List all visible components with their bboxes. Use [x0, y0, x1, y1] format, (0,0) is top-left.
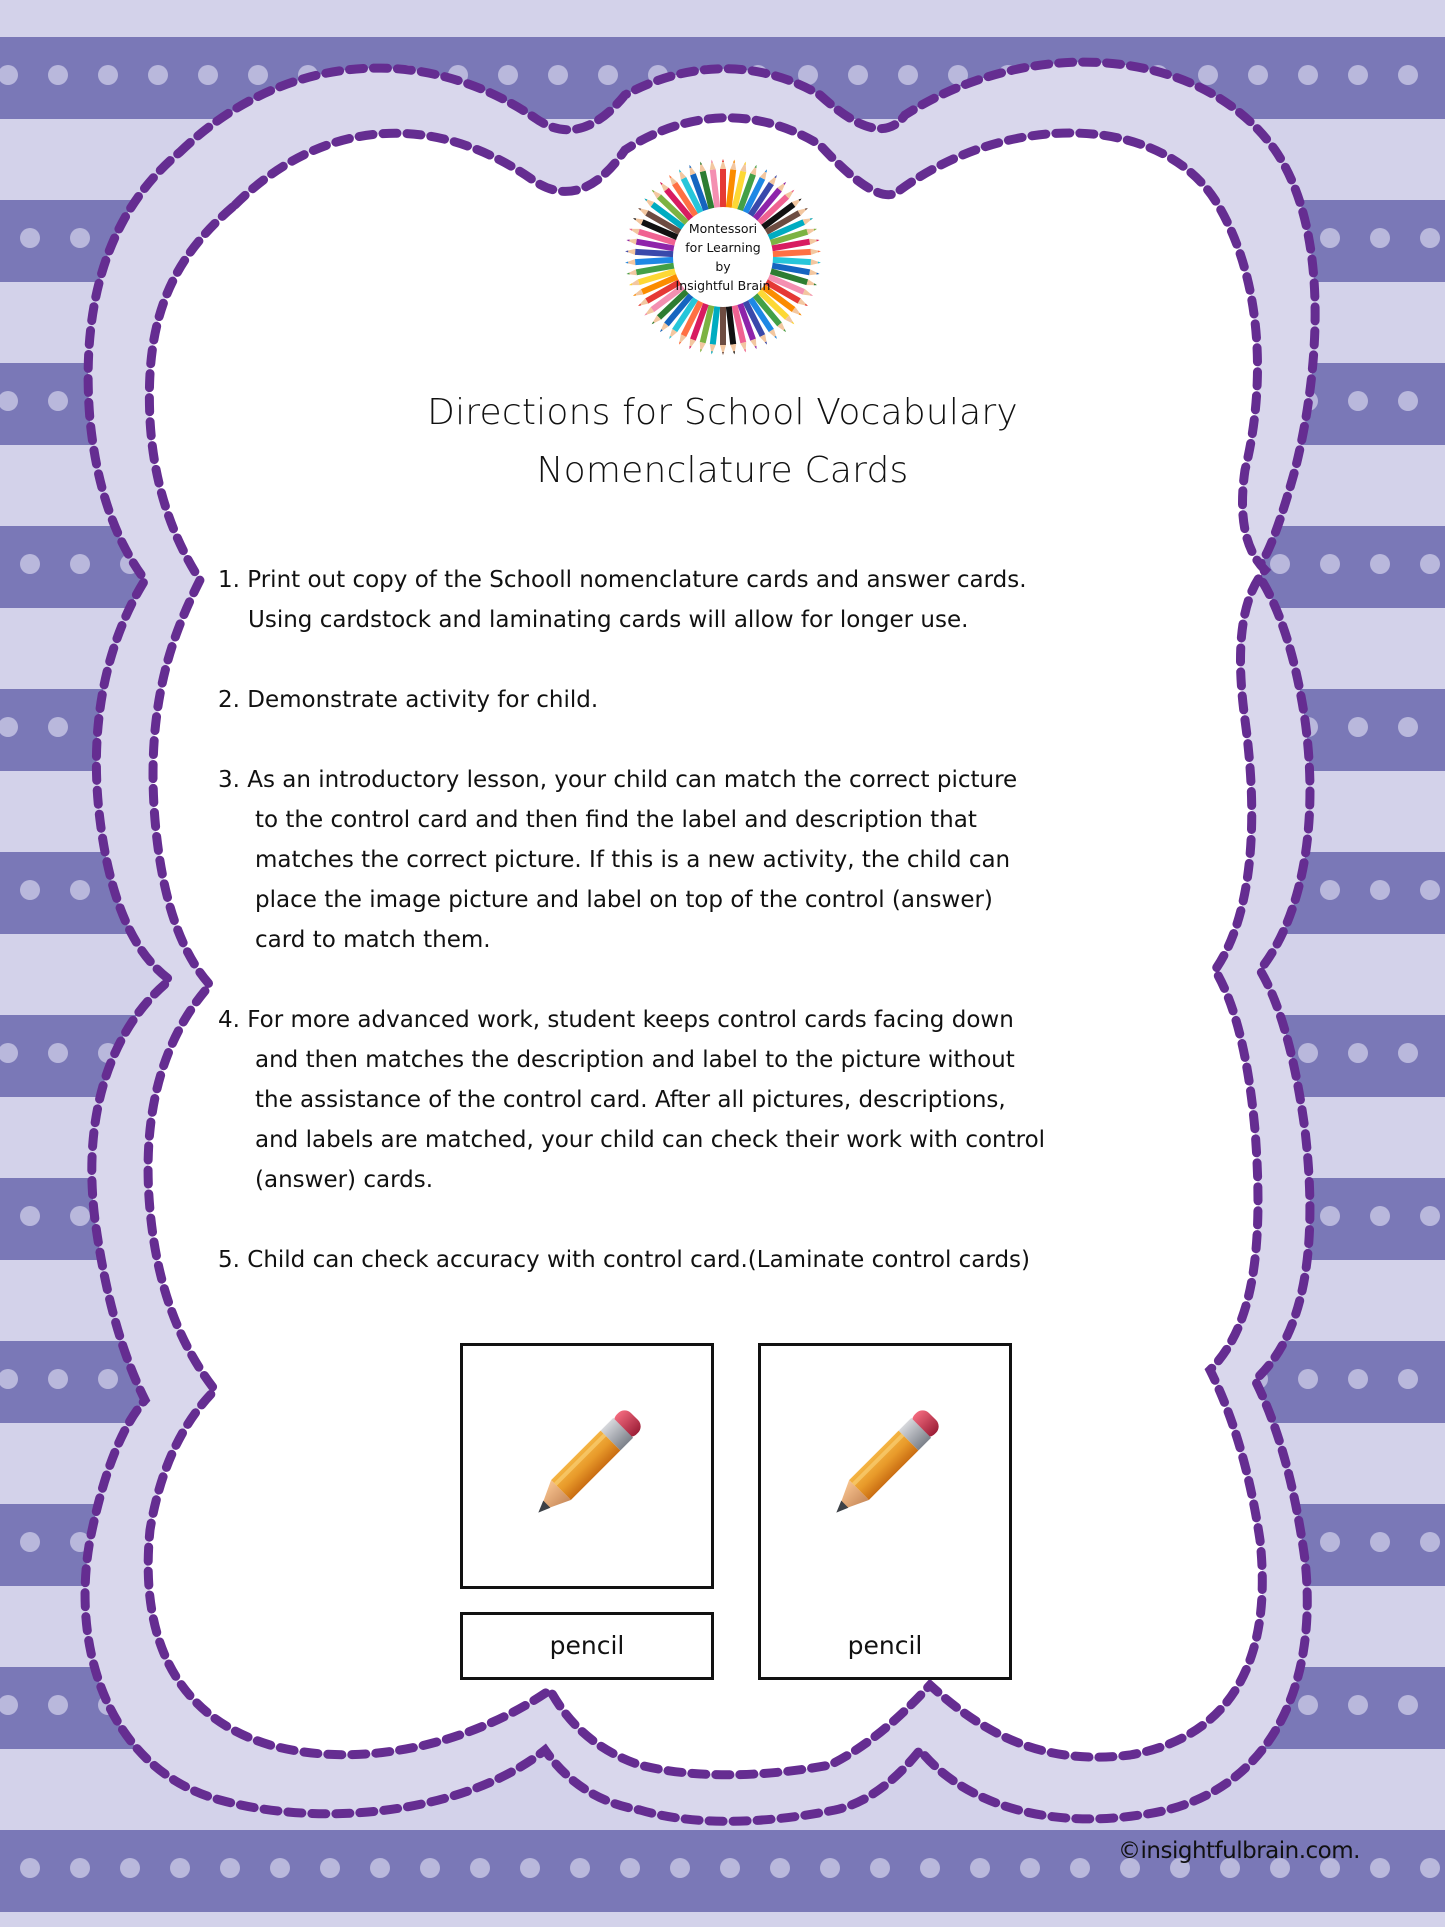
title-line-2: Nomenclature Cards — [536, 450, 909, 491]
label-card-text: pencil — [549, 1631, 625, 1660]
control-card-text: pencil — [847, 1631, 923, 1660]
step-2-line-1: 2. Demonstrate activity for child. — [218, 687, 599, 713]
logo-text — [623, 157, 823, 357]
direction-step-2 — [218, 680, 1118, 720]
montessori-logo — [623, 157, 823, 357]
copyright-text: ©insightfulbrain.com. — [1118, 1838, 1360, 1864]
step-4-line-2: and then matches the description and label to the picture without — [255, 1047, 1015, 1073]
pencil-icon — [813, 1396, 953, 1536]
step-1-line-1: 1. Print out copy of the Schooll nomenclature cards and answer cards. — [218, 567, 1027, 593]
step-4-line-4: and labels are matched, your child can check their work with control — [255, 1127, 1046, 1153]
logo-line-1: Montessori — [688, 221, 758, 236]
step-1-line-2: Using cardstock and laminating cards will allow for longer use. — [248, 607, 969, 633]
label-card — [460, 1612, 714, 1680]
step-4-line-5: (answer) cards. — [255, 1167, 434, 1193]
step-3-line-5: card to match them. — [255, 927, 491, 953]
direction-step-1 — [218, 560, 1118, 640]
step-3-line-3: matches the correct picture. If this is a new activity, the child can — [255, 847, 1011, 873]
directions-list — [218, 560, 1118, 1280]
step-5-line-1: 5. Child can check accuracy with control card.(Laminate control cards) — [218, 1247, 1030, 1273]
step-3-line-1: 3. As an introductory lesson, your child can match the correct picture — [218, 767, 1018, 793]
step-3-line-2: to the control card and then find the label and description that — [255, 807, 977, 833]
pencil-icon — [515, 1396, 655, 1536]
direction-step-4 — [218, 1000, 1118, 1200]
picture-card — [460, 1343, 714, 1589]
title-line-1: Directions for School Vocabulary — [427, 392, 1018, 433]
step-3-line-4: place the image picture and label on top of the control (answer) — [255, 887, 993, 913]
step-4-line-3: the assistance of the control card. After all pictures, descriptions, — [255, 1087, 1006, 1113]
control-card — [758, 1343, 1012, 1680]
direction-step-5 — [218, 1240, 1118, 1280]
logo-line-2: for Learning — [685, 240, 761, 255]
logo-line-4: Insightful Brain — [675, 278, 771, 293]
page-title — [300, 384, 1145, 500]
direction-step-3 — [218, 760, 1118, 960]
logo-line-3: by — [715, 259, 731, 274]
step-4-line-1: 4. For more advanced work, student keeps control cards facing down — [218, 1007, 1014, 1033]
